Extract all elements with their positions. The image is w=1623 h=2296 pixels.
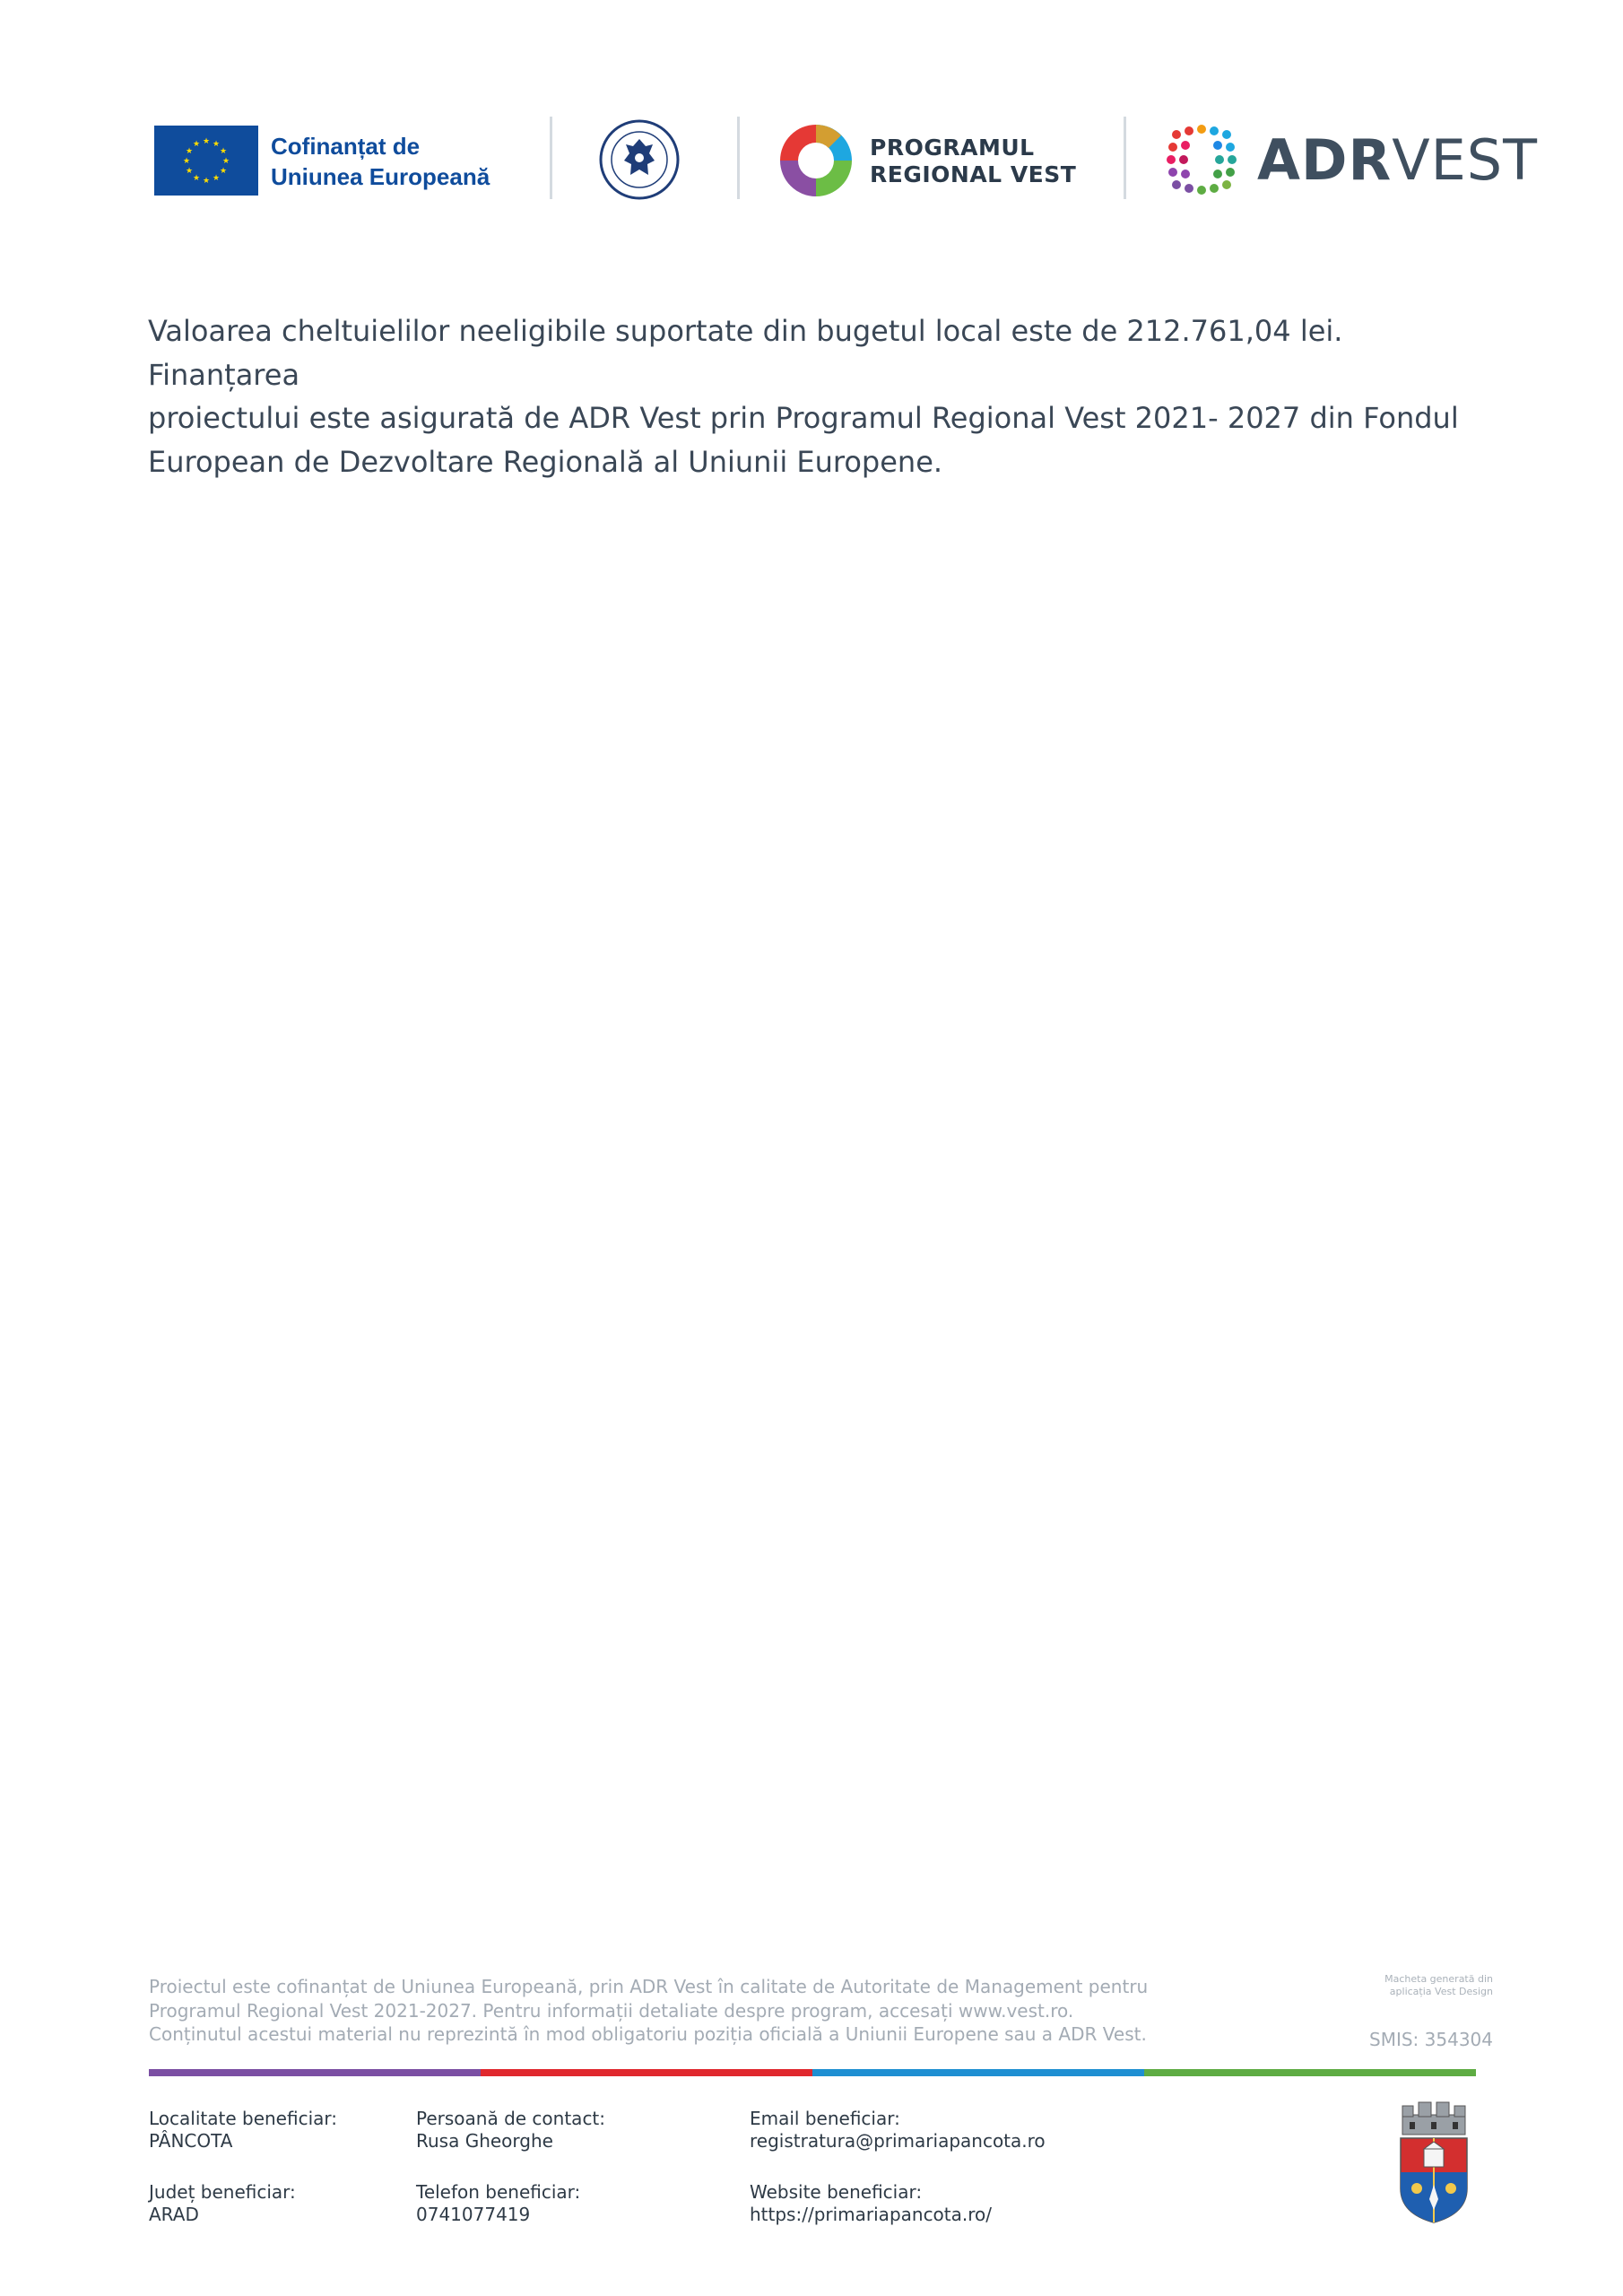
svg-text:★: ★ — [185, 147, 194, 156]
program-regional-vest-label — [870, 135, 1076, 188]
svg-text:★: ★ — [221, 157, 230, 166]
email-label: Email beneficiar: — [750, 2108, 900, 2129]
disclaimer-line: Conținutul acestui material nu reprezintă în mod obligatoriu poziția oficială a Uniunii Europene sau a ADR Vest. — [149, 2023, 1147, 2045]
judet-info — [149, 2181, 296, 2226]
footer-disclaimer — [149, 1975, 1252, 2047]
website-info — [750, 2181, 992, 2226]
macheta-line2: aplicația Vest Design — [1389, 1986, 1493, 1997]
website-label: Website beneficiar: — [750, 2181, 923, 2203]
localitate-info — [149, 2108, 337, 2152]
eu-label-line2: Uniunea Europeană — [271, 163, 490, 190]
judet-value: ARAD — [149, 2204, 199, 2225]
paragraph-line: European de Dezvoltare Regională al Uniunii Europene. — [148, 444, 943, 479]
localitate-label: Localitate beneficiar: — [149, 2108, 337, 2129]
telefon-label: Telefon beneficiar: — [416, 2181, 581, 2203]
logo-separator — [550, 117, 552, 199]
persoana-value: Rusa Gheorghe — [416, 2130, 553, 2152]
program-line1: PROGRAMUL — [870, 135, 1035, 161]
svg-text:★: ★ — [202, 177, 211, 186]
svg-text:★: ★ — [192, 140, 201, 149]
logo-separator — [1124, 117, 1126, 199]
svg-text:★: ★ — [182, 157, 191, 166]
program-line2 — [870, 161, 1076, 188]
government-seal-icon — [599, 119, 680, 200]
persoana-label: Persoană de contact: — [416, 2108, 606, 2129]
logo-separator — [737, 117, 740, 199]
judet-label: Județ beneficiar: — [149, 2181, 296, 2203]
color-bar-segment-blue — [812, 2069, 1144, 2076]
adr-vest-dots-logo-icon — [1166, 124, 1239, 197]
adr-bold: ADR — [1257, 127, 1393, 193]
svg-text:★: ★ — [212, 140, 221, 149]
email-value[interactable]: registratura@primariapancota.ro — [750, 2130, 1046, 2152]
color-bar-segment-green — [1144, 2069, 1476, 2076]
telefon-info — [416, 2181, 580, 2226]
website-value[interactable]: https://primariapancota.ro/ — [750, 2204, 993, 2225]
eu-label-line1: Cofinanțat de — [271, 133, 421, 160]
paragraph-line: Valoarea cheltuielilor neeligibile suportate din bugetul local este de 212.761,04 lei. Finanțarea — [148, 314, 1343, 392]
svg-text:★: ★ — [192, 174, 201, 183]
eu-cofinanced-label — [271, 131, 490, 192]
program-regional-vest-logo-icon — [778, 123, 854, 198]
program-line2a: REGIONAL — [870, 161, 1011, 187]
program-line2b: VEST — [1010, 161, 1077, 187]
localitate-value: PÂNCOTA — [149, 2130, 233, 2152]
macheta-line1: Macheta generată din — [1384, 1973, 1493, 1985]
email-info — [750, 2108, 1046, 2152]
smis-code: SMIS: 354304 — [1369, 2029, 1493, 2050]
pancota-coat-of-arms-icon — [1397, 2099, 1471, 2224]
svg-text:★: ★ — [202, 137, 211, 146]
telefon-value: 0741077419 — [416, 2204, 531, 2225]
svg-text:★: ★ — [212, 174, 221, 183]
svg-text:★: ★ — [219, 147, 228, 156]
logo-bar — [152, 117, 1539, 206]
footer-color-bar — [149, 2069, 1476, 2076]
disclaimer-line: Proiectul este cofinanțat de Uniunea Europeană, prin ADR Vest în calitate de Autoritate de Management pentru — [149, 1976, 1149, 1997]
funding-paragraph — [148, 309, 1493, 483]
disclaimer-line: Programul Regional Vest 2021-2027. Pentru informații detaliate despre program, accesați www.vest.ro. — [149, 1999, 1074, 2022]
macheta-note — [1314, 1973, 1493, 1998]
adr-vest-wordmark — [1257, 129, 1538, 192]
persoana-info — [416, 2108, 605, 2152]
paragraph-line: proiectului este asigurată de ADR Vest prin Programul Regional Vest 2021- 2027 din Fondul — [148, 401, 1459, 435]
svg-text:★: ★ — [219, 167, 228, 176]
color-bar-segment-red — [481, 2069, 812, 2076]
svg-text:★: ★ — [185, 167, 194, 176]
eu-flag-icon — [154, 126, 258, 196]
color-bar-segment-purple — [149, 2069, 481, 2076]
adr-light: VEST — [1392, 127, 1539, 193]
